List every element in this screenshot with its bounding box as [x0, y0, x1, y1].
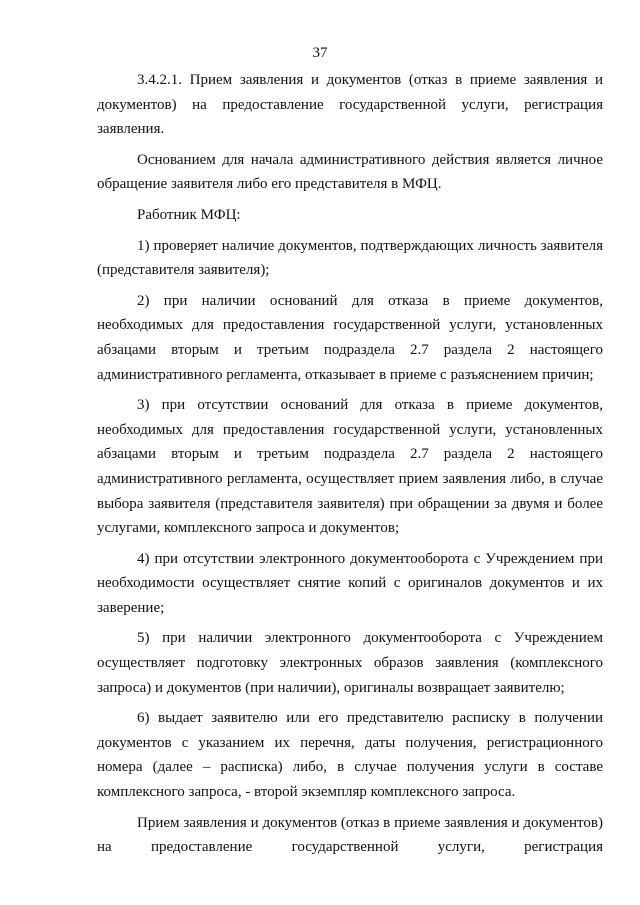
paragraph-item-4: 4) при отсутствии электронного документооборота с Учреждением при необходимости осуществляет снятие копий с оригиналов документов и их заверение;: [97, 550, 603, 616]
paragraph-item-1: 1) проверяет наличие документов, подтверждающих личность заявителя (представителя заявителя);: [97, 237, 603, 279]
paragraph-item-3: 3) при отсутствии оснований для отказа в приеме документов, необходимых для предоставления государственной услуги, установленных абзацами вторым и третьим подраздела 2.7 раздела 2 настоящего административного регламента, осуществляет прием заявления либо, в случае выбора заявителя (представителя заявителя) при обращении за двумя и более услугами, комплексного запроса и документов;: [97, 397, 603, 537]
document-body: [97, 68, 603, 860]
paragraph-section-heading: 3.4.2.1. Прием заявления и документов (отказ в приеме заявления и документов) на предоставление государственной услуги, регистрация заявления.: [97, 72, 603, 138]
paragraph-mfc-worker: Работник МФЦ:: [137, 206, 241, 223]
paragraph-item-2: 2) при наличии оснований для отказа в приеме документов, необходимых для предоставления государственной услуги, установленных абзацами вторым и третьим подраздела 2.7 раздела 2 настоящего административного регламента, отказывает в приеме с разъяснением причин;: [97, 292, 603, 383]
page-number: 37: [312, 45, 328, 61]
paragraph-item-6: 6) выдает заявителю или его представителю расписку в получении документов с указанием их перечня, даты получения, регистрационного номера (далее – расписка) либо, в случае получения услуги в составе комплексного запроса, - второй экземпляр комплексного запроса.: [97, 710, 603, 801]
paragraph-item-5: 5) при наличии электронного документооборота с Учреждением осуществляет подготовку электронных образов заявления (комплексного запроса) и документов (при наличии), оригиналы возвращает заявителю;: [97, 630, 603, 696]
paragraph-final: Прием заявления и документов (отказ в приеме заявления и документов) на предоставление государственной услуги, регистрация: [97, 814, 603, 856]
paragraph-basis: Основанием для начала административного действия является личное обращение заявителя либо его представителя в МФЦ.: [97, 151, 603, 193]
